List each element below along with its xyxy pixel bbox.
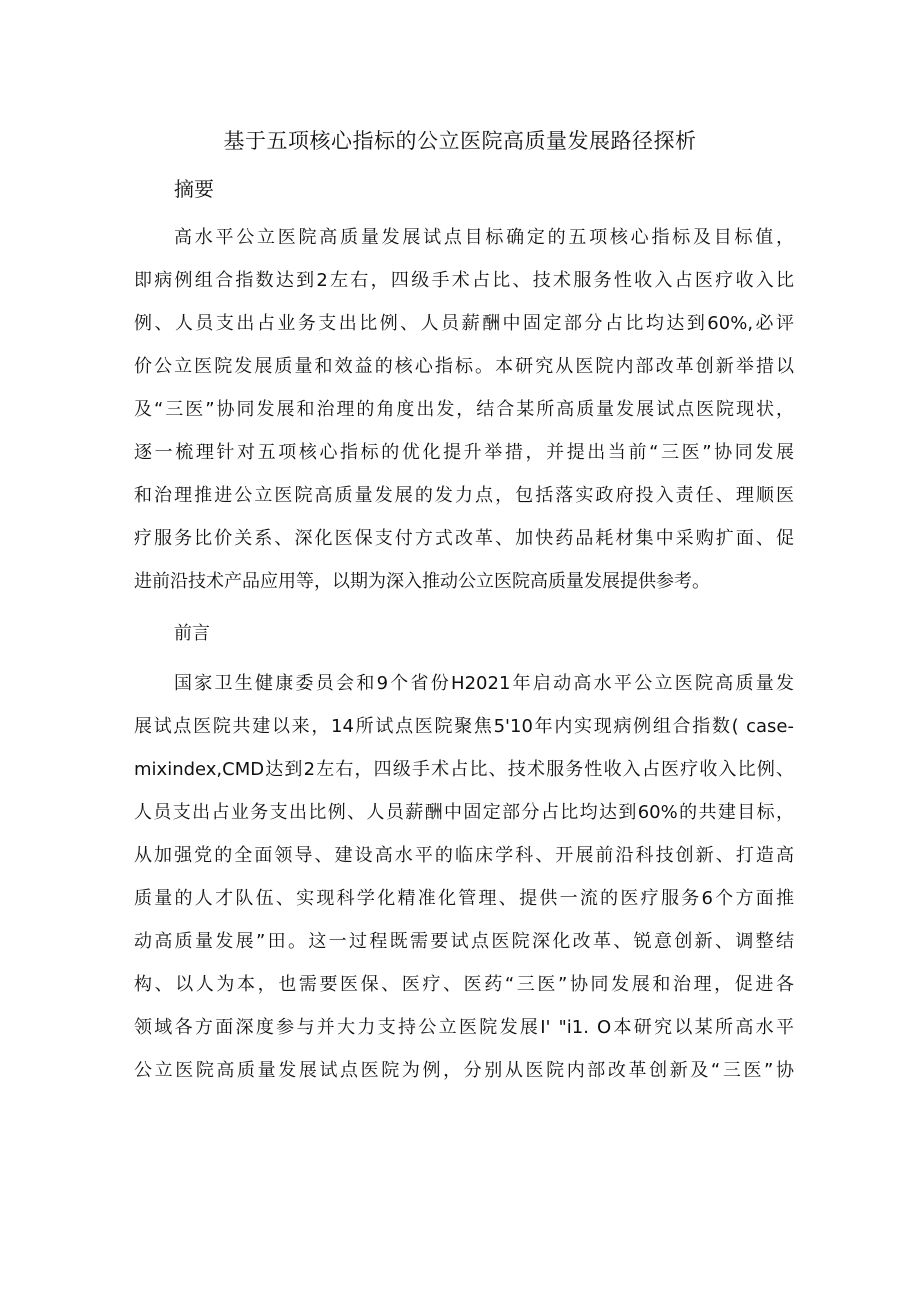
document-title: 基于五项核心指标的公立医院高质量发展路径探析 [223,129,697,153]
abstract-line: 高水平公立医院高质量发展试点目标确定的五项核心指标及目标值， [174,227,794,248]
preface-line: 公立医院高质量发展试点医院为例，分别从医院内部改革创新及“三医”协 [134,1060,794,1081]
abstract-line: 和治理推进公立医院高质量发展的发力点，包括落实政府投入责任、理顺医 [134,485,794,506]
abstract-line: 例、人员支出占业务支出比例、人员薪酬中固定部分占比均达到60%,必评 [134,313,794,334]
preface-line: 从加强党的全面领导、建设高水平的临床学科、开展前沿科技创新、打造高 [134,845,794,866]
preface-heading: 前言 [174,623,210,644]
preface-line: mixindex,CMD达到2左右，四级手术占比、技术服务性收入占医疗收入比例、 [134,759,795,780]
preface-line: 人员支出占业务支出比例、人员薪酬中固定部分占比均达到60%的共建目标， [134,802,794,823]
abstract-heading: 摘要 [174,177,214,201]
abstract-line: 疗服务比价关系、深化医保支付方式改革、加快药品耗材集中采购扩面、促 [134,528,794,549]
abstract-line: 及“三医”协同发展和治理的角度出发，结合某所高质量发展试点医院现状， [134,399,794,420]
preface-line: 构、以人为本，也需要医保、医疗、医药“三医”协同发展和治理，促进各 [134,974,794,995]
abstract-line: 进前沿技术产品应用等，以期为深入推动公立医院高质量发展提供参考。 [134,571,710,592]
abstract-line: 价公立医院发展质量和效益的核心指标。本研究从医院内部改革创新举措以 [134,356,794,377]
preface-line: 领域各方面深度参与并大力支持公立医院发展I' "i1. O本研究以某所高水平 [134,1017,794,1038]
preface-line: 国家卫生健康委员会和9个省份H2021年启动高水平公立医院高质量发 [174,673,794,694]
preface-line: 展试点医院共建以来，14所试点医院聚焦5'10年内实现病例组合指数( case- [134,716,794,737]
preface-line: 动高质量发展”田。这一过程既需要试点医院深化改革、锐意创新、调整结 [134,931,794,952]
abstract-line: 即病例组合指数达到2左右，四级手术占比、技术服务性收入占医疗收入比 [134,270,794,291]
abstract-line: 逐一梳理针对五项核心指标的优化提升举措，并提出当前“三医”协同发展 [134,442,794,463]
preface-line: 质量的人才队伍、实现科学化精准化管理、提供一流的医疗服务6个方面推 [134,888,794,909]
